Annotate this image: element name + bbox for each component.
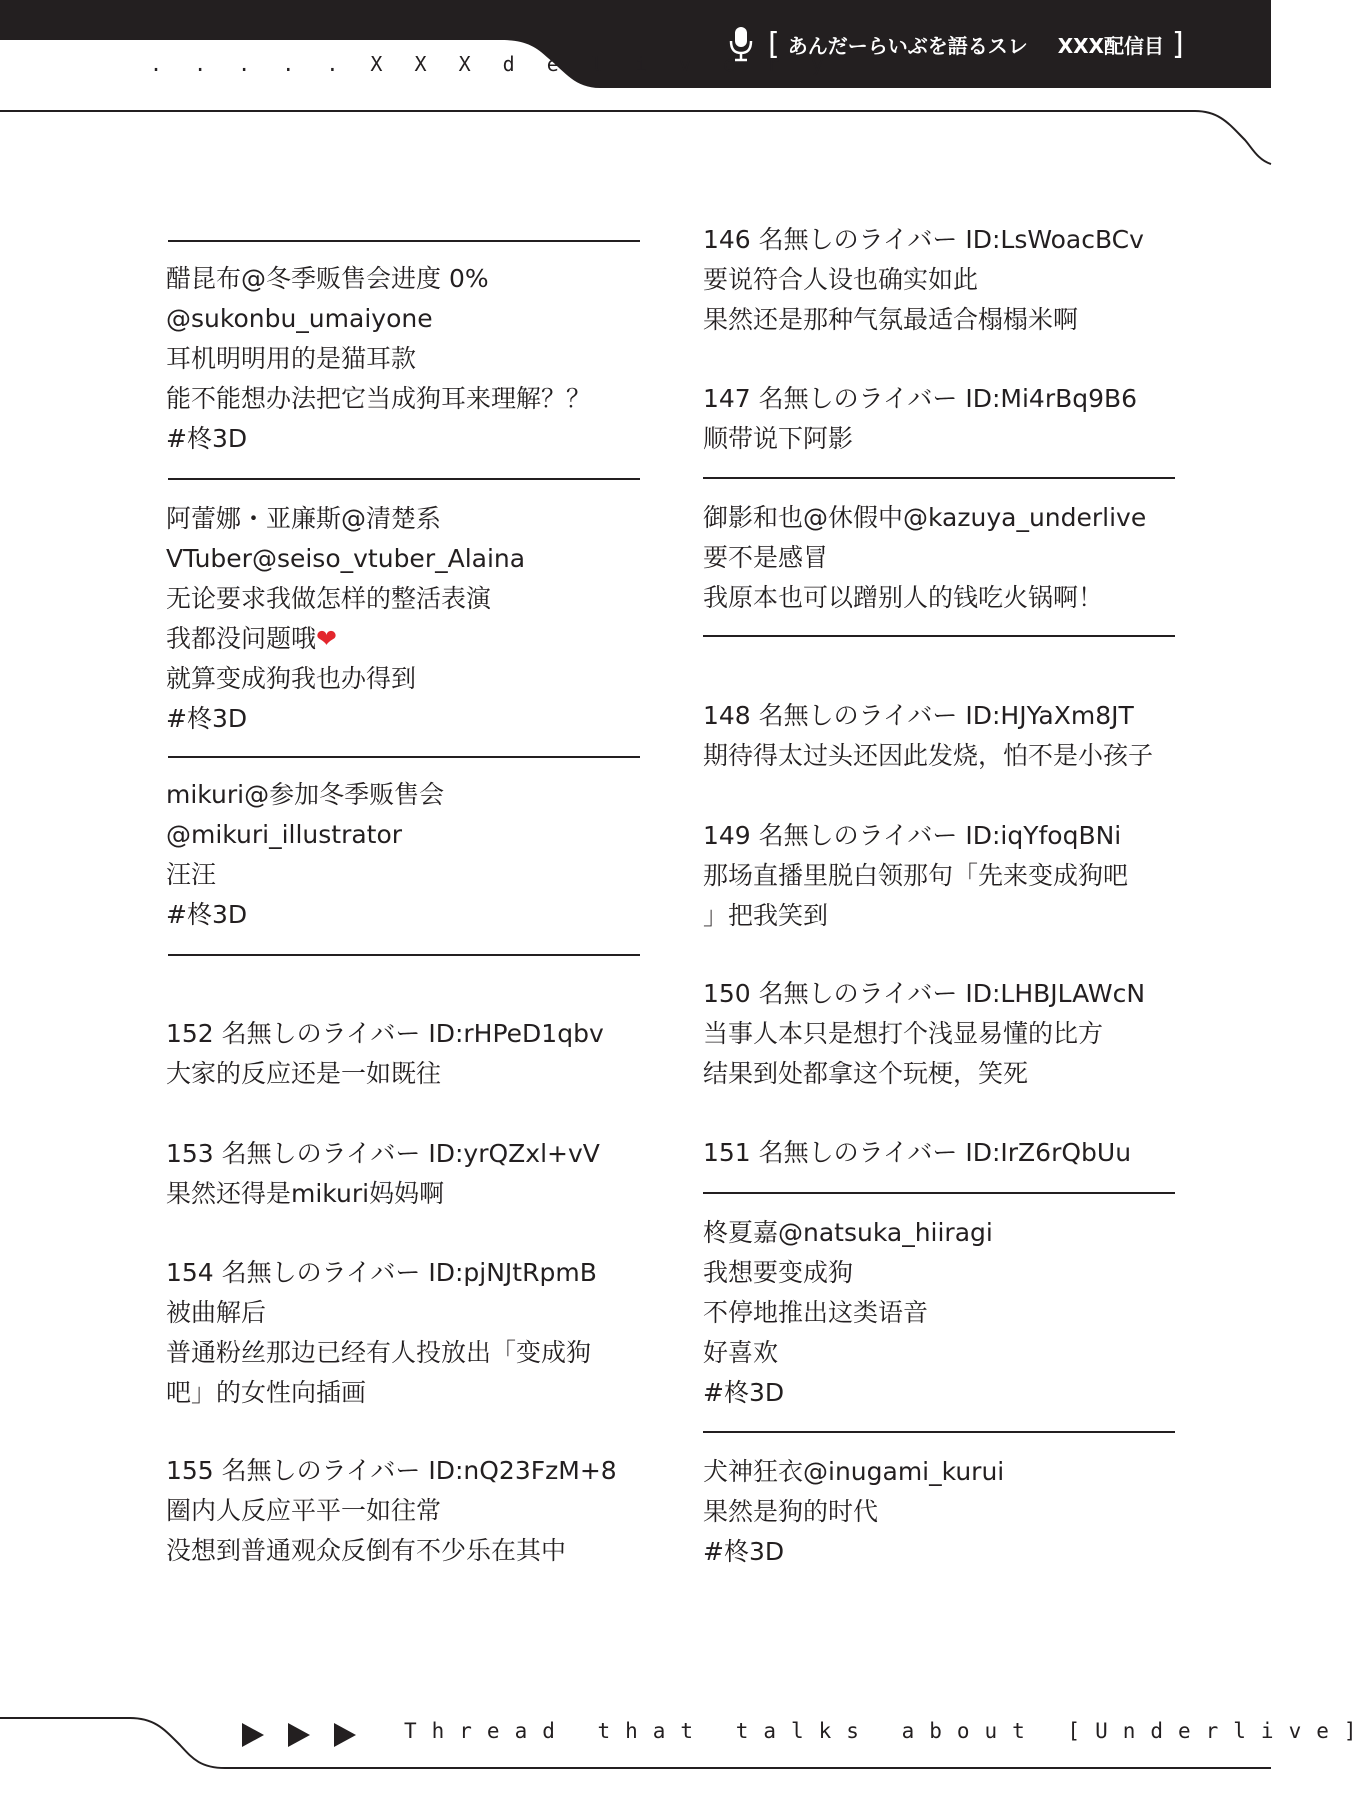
tweet-hashtag: #柊3D [166,704,248,733]
bracket-open: [ [768,26,780,62]
post-line: 」把我笑到 [703,901,829,930]
footer-rule [0,1700,1271,1807]
thread-post [703,379,1137,459]
post-line: 吧」的女性向插画 [166,1378,367,1407]
tweet-hashtag: #柊3D [703,1378,785,1407]
divider [168,478,640,480]
tweet-line: @sukonbu_umaiyone [166,304,433,333]
thread-post [703,220,1144,340]
tweet-hashtag: #柊3D [703,1537,785,1566]
play-arrows-icon [240,1721,360,1749]
tweet-line: 御影和也@休假中@kazuya_underlive [703,503,1147,532]
post-header: 155 名無しのライバー ID:nQ23FzM+8 [166,1456,617,1485]
tweet-block [166,775,444,935]
post-line: 要说符合人设也确实如此 [703,265,979,294]
post-line: 果然还是那种气氛最适合榻榻米啊 [703,305,1079,334]
tweet-line: 汪汪 [166,860,217,889]
tweet-block [166,259,591,459]
post-header: 150 名無しのライバー ID:LHBJLAWcN [703,979,1146,1008]
tweet-line: 我想要变成狗 [703,1258,854,1287]
tweet-line: 阿蕾娜・亚廉斯@清楚系 [166,504,442,533]
post-header: 153 名無しのライバー ID:yrQZxl+vV [166,1139,600,1168]
thread-post [166,1451,617,1571]
divider [703,1192,1175,1194]
post-line: 那场直播里脱白领那句「先来变成狗吧 [703,861,1129,890]
thread-post [703,696,1153,776]
tweet-line: VTuber@seiso_vtuber_Alaina [166,544,526,573]
thread-post [166,1134,600,1214]
divider [703,1431,1175,1433]
tweet-line: 无论要求我做怎样的整活表演 [166,584,492,613]
tweet-line: 好喜欢 [703,1338,779,1367]
episode-label: XXX配信目 [1057,33,1164,58]
tweet-line: 能不能想办法把它当成狗耳来理解？？ [166,384,592,413]
divider [703,635,1175,637]
divider [703,477,1175,479]
post-line: 果然还得是mikuri妈妈啊 [166,1179,445,1208]
tweet-line: 醋昆布@冬季贩售会进度 0% [166,264,489,293]
post-header: 146 名無しのライバー ID:LsWoacBCv [703,225,1144,254]
header-subtitle: . . . . . X X X d e l i v e r y [150,52,834,76]
tweet-line: @mikuri_illustrator [166,820,403,849]
post-header: 149 名無しのライバー ID:iqYfoqBNi [703,821,1122,850]
tweet-line: 要不是感冒 [703,543,829,572]
post-header: 151 名無しのライバー ID:IrZ6rQbUu [703,1138,1132,1167]
post-line: 普通粉丝那边已经有人投放出「变成狗 [166,1338,592,1367]
thread-post [703,816,1128,936]
tweet-line: 就算变成狗我也办得到 [166,664,417,693]
thread-post [166,1253,597,1413]
thread-post [703,974,1145,1094]
tweet-line: 耳机明明用的是猫耳款 [166,344,417,373]
tweet-block [703,498,1146,618]
post-line: 顺带说下阿影 [703,424,854,453]
thread-title: あんだーらいぶを語るスレ [787,33,1028,58]
post-line: 圈内人反应平平一如往常 [166,1496,442,1525]
post-line: 期待得太过头还因此发烧，怕不是小孩子 [703,741,1154,770]
post-header: 152 名無しのライバー ID:rHPeD1qbv [166,1019,604,1048]
tweet-line: 不停地推出这类语音 [703,1298,929,1327]
post-line: 结果到处都拿这个玩梗，笑死 [703,1059,1029,1088]
post-line: 没想到普通观众反倒有不少乐在其中 [166,1536,567,1565]
tweet-hashtag: #柊3D [166,424,248,453]
tweet-line: 柊夏嘉@natsuka_hiiragi [703,1218,993,1247]
post-header: 148 名無しのライバー ID:HJYaXm8JT [703,701,1134,730]
microphone-icon [728,26,754,62]
tweet-block [703,1452,1004,1572]
post-line: 大家的反应还是一如既往 [166,1059,442,1088]
divider [168,756,640,758]
tweet-hashtag: #柊3D [166,900,248,929]
tweet-block [166,499,525,739]
heart-icon: ❤ [316,624,337,653]
footer-caption: Thread that talks about [Underlive] [404,1719,1372,1743]
post-line: 当事人本只是想打个浅显易懂的比方 [703,1019,1104,1048]
tweet-line: 果然是狗的时代 [703,1497,879,1526]
tweet-block [703,1213,993,1413]
thread-post [166,1014,604,1094]
bracket-close: ] [1171,26,1184,62]
tweet-line: 犬神狂衣@inugami_kurui [703,1457,1005,1486]
post-header: 147 名無しのライバー ID:Mi4rBq9B6 [703,384,1138,413]
tweet-line-text: 我都没问题哦 [166,624,317,653]
post-line: 被曲解后 [166,1298,267,1327]
thread-post [703,1133,1131,1173]
post-header: 154 名無しのライバー ID:pjNJtRpmB [166,1258,597,1287]
tweet-line: mikuri@参加冬季贩售会 [166,780,445,809]
tweet-line [166,619,525,659]
tweet-line: 我原本也可以蹭别人的钱吃火锅啊！ [703,583,1104,612]
header-title-block [728,24,1184,64]
divider [168,954,640,956]
divider [168,240,640,242]
